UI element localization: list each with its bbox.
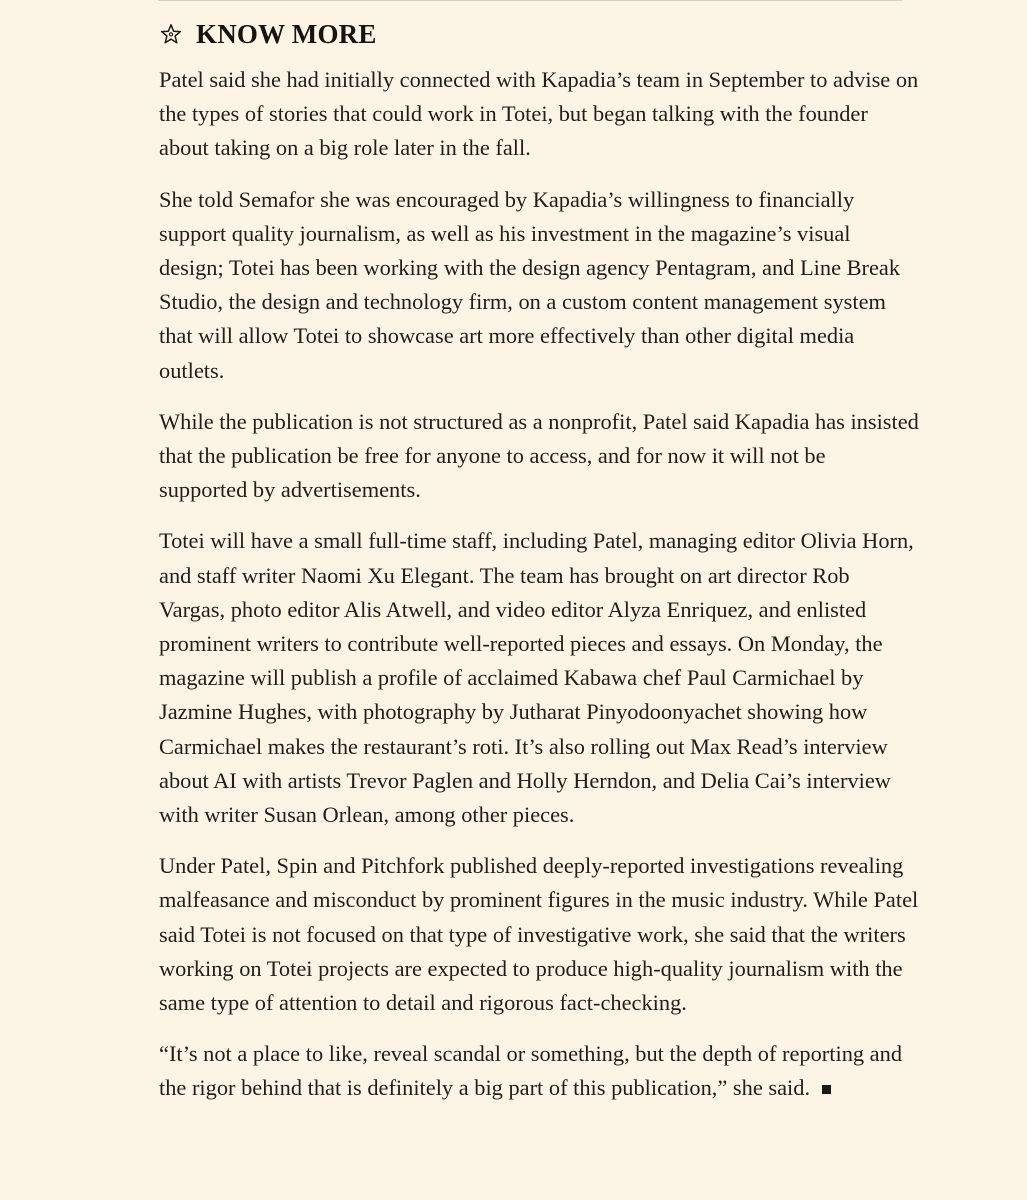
paragraph-3: While the publication is not structured as a nonprofit, Patel said Kapadia has insisted that the publication be free for anyone to access, and for now it will not be supported by advertisements. <box>159 408 919 503</box>
end-of-article-square-icon <box>822 1085 831 1094</box>
section-header <box>160 14 377 54</box>
paragraph-2: She told Semafor she was encouraged by Kapadia’s willingness to financially support quality journalism, as well as his investment in the magazine’s visual design; Totei has been working with the design agency Pentagram, and Line Break Studio, the design and technology firm, on a custom content management system that will allow Totei to showcase art more effectively than other digital media outlets. <box>159 186 901 383</box>
closing-quote-text: “It’s not a place to like, reveal scandal or something, but the depth of reporting and the rigor behind that is definitely a big part of this publication,” she said. <box>159 1041 903 1101</box>
section-title: KNOW MORE <box>196 18 377 49</box>
top-divider <box>158 0 902 1</box>
article-body <box>159 63 919 1123</box>
star-outline-icon <box>160 23 182 45</box>
paragraph-5: Under Patel, Spin and Pitchfork published deeply-reported investigations revealing malfeasance and misconduct by prominent figures in the music industry. While Patel said Totei is not focused on that type of investigative work, she said that the writers working on Totei projects are expected to produce high-quality journalism with the same type of attention to detail and rigorous fact-checking. <box>159 853 919 1016</box>
paragraph-6 <box>159 1037 919 1105</box>
paragraph-4: Totei will have a small full-time staff, including Patel, managing editor Olivia Horn, and staff writer Naomi Xu Elegant. The team has brought on art director Rob Vargas, photo editor Alis Atwell, and video editor Alyza Enriquez, and enlisted prominent writers to contribute well-reported pieces and essays. On Monday, the magazine will publish a profile of acclaimed Kabawa chef Paul Carmichael by Jazmine Hughes, with photography by Jutharat Pinyodoonyachet showing how Carmichael makes the restaurant’s roti. It’s also rolling out Max Read’s interview about AI with artists Trevor Paglen and Holly Herndon, and Delia Cai’s interview with writer Susan Orlean, among other pieces. <box>159 528 914 828</box>
paragraph-1: Patel said she had initially connected with Kapadia’s team in September to advise on the types of stories that could work in Totei, but began talking with the founder about taking on a big role later in the fall. <box>159 67 919 161</box>
